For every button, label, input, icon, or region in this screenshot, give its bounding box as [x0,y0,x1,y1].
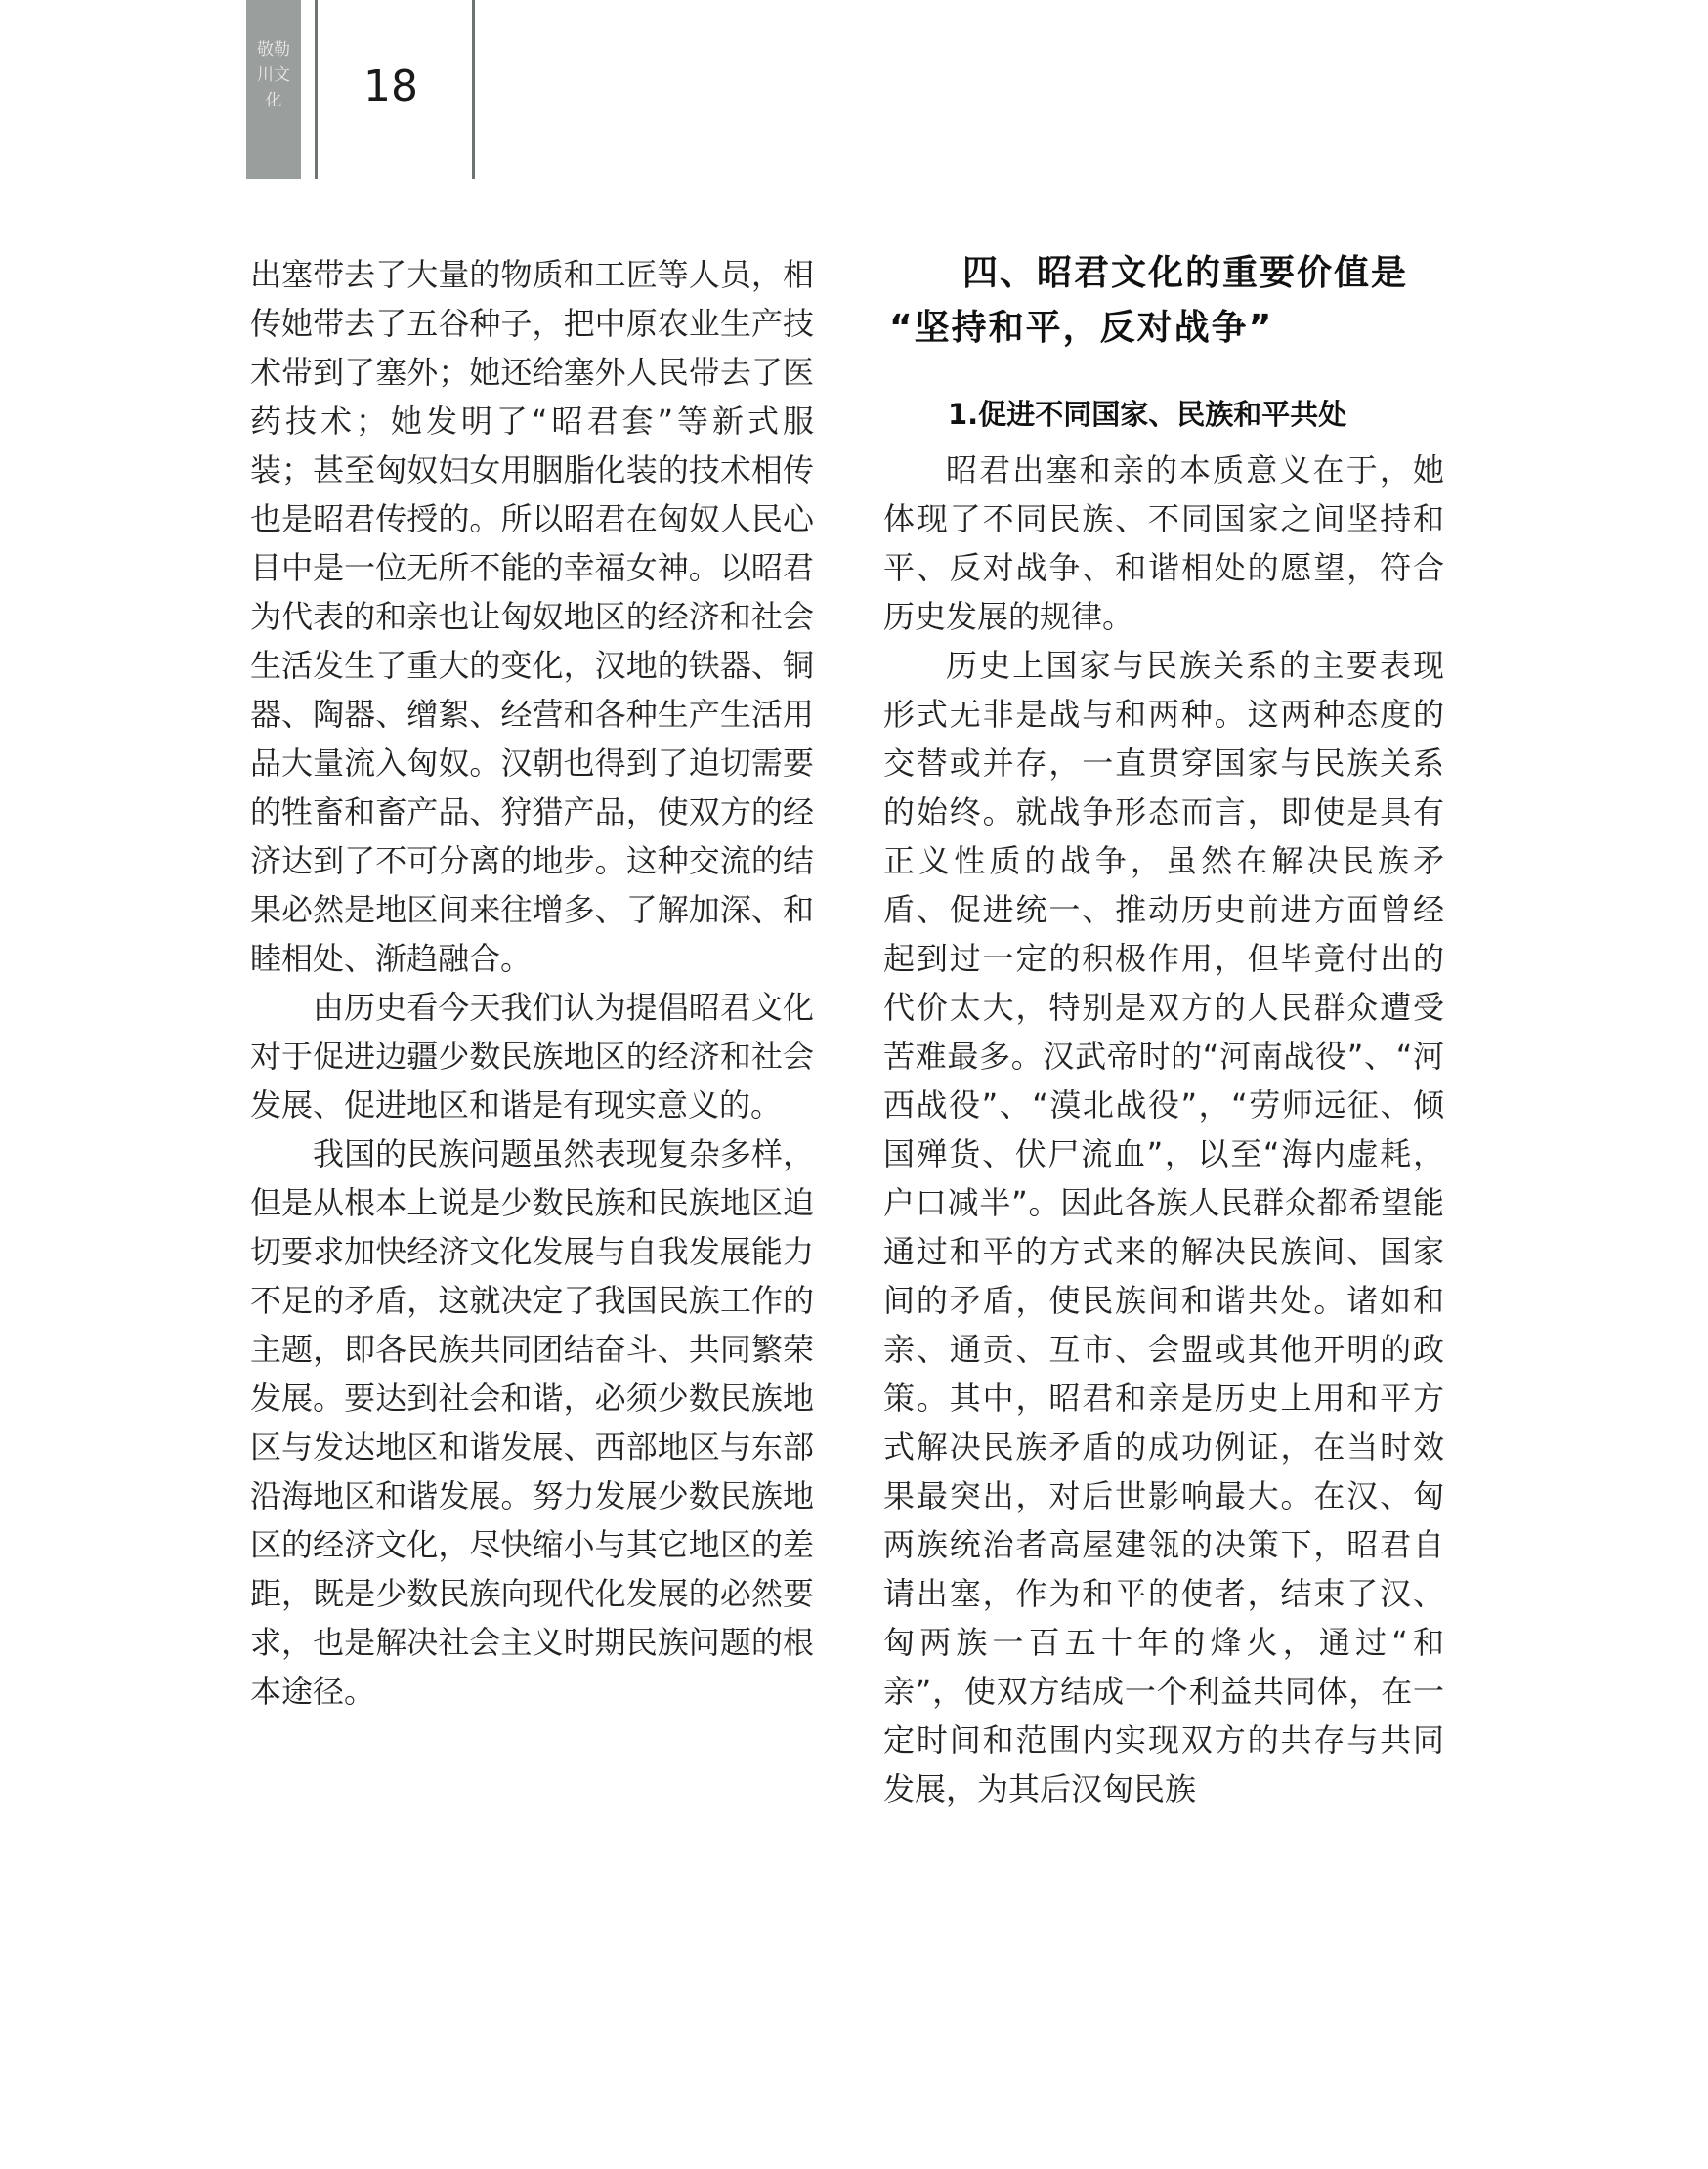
header-divider-right [472,0,475,179]
left-column [250,250,814,1716]
right-column [883,446,1444,1813]
page-number: 18 [363,62,418,111]
right-paragraph-1: 昭君出塞和亲的本质意义在于，她体现了不同民族、不同国家之间坚持和平、反对战争、和谐相处的愿望，符合历史发展的规律。 [883,451,1444,635]
section-heading-line-2: “坚持和平，反对战争” [889,308,1274,348]
left-paragraph-3: 我国的民族问题虽然表现复杂多样，但是从根本上说是少数民族和民族地区迫切要求加快经济文化发展与自我发展能力不足的矛盾，这就决定了我国民族工作的主题，即各民族共同团结奋斗、共同繁荣发展。要达到社会和谐，必须少数民族地区与发达地区和谐发展、西部地区与东部沿海地区和谐发展。努力发展少数民族地区的经济文化，尽快缩小与其它地区的差距，既是少数民族向现代化发展的必然要求，也是解决社会主义时期民族问题的根本途径。 [250,1135,814,1710]
left-paragraph-1: 出塞带去了大量的物质和工匠等人员，相传她带去了五谷种子，把中原农业生产技术带到了塞外；她还给塞外人民带去了医药技术；她发明了“昭君套”等新式服装；甚至匈奴妇女用胭脂化装的技术相传也是昭君传授的。所以昭君在匈奴人民心目中是一位无所不能的幸福女神。以昭君为代表的和亲也让匈奴地区的经济和社会生活发生了重大的变化，汉地的铁器、铜器、陶器、缯絮、经营和各种生产生活用品大量流入匈奴。汉朝也得到了迫切需要的牲畜和畜产品、狩猎产品，使双方的经济达到了不可分离的地步。这种交流的结果必然是地区间来往增多、了解加深、和睦相处、渐趋融合。 [250,256,814,977]
right-paragraph-2: 历史上国家与民族关系的主要表现形式无非是战与和两种。这两种态度的交替或并存，一直贯穿国家与民族关系的始终。就战争形态而言，即使是具有正义性质的战争，虽然在解决民族矛盾、促进统一、推动历史前进方面曾经起到过一定的积极作用，但毕竟付出的代价太大，特别是双方的人民群众遭受苦难最多。汉武帝时的“河南战役”、“河西战役”、“漠北战役”，“劳师远征、倾国殚货、伏尸流血”，以至“海内虚耗，户口减半”。因此各族人民群众都希望能通过和平的方式来的解决民族间、国家间的矛盾，使民族间和谐共处。诸如和亲、通贡、互市、会盟或其他开明的政策。其中，昭君和亲是历史上用和平方式解决民族矛盾的成功例证，在当时效果最突出，对后世影响最大。在汉、匈两族统治者高屋建瓴的决策下，昭君自请出塞，作为和平的使者，结束了汉、匈两族一百五十年的烽火，通过“和亲”，使双方结成一个利益共同体，在一定时间和范围内实现双方的共存与共同发展，为其后汉匈民族 [883,647,1444,1808]
side-tab-label: 敬勒川文化 [257,40,290,110]
section-heading-line-1: 四、昭君文化的重要价值是 [962,253,1409,293]
subsection-heading: 1.促进不同国家、民族和平共处 [948,398,1347,431]
section-heading [889,246,1475,356]
header-divider-left [315,0,318,179]
left-paragraph-2: 由历史看今天我们认为提倡昭君文化对于促进边疆少数民族地区的经济和社会发展、促进地区和谐是有现实意义的。 [250,989,814,1124]
